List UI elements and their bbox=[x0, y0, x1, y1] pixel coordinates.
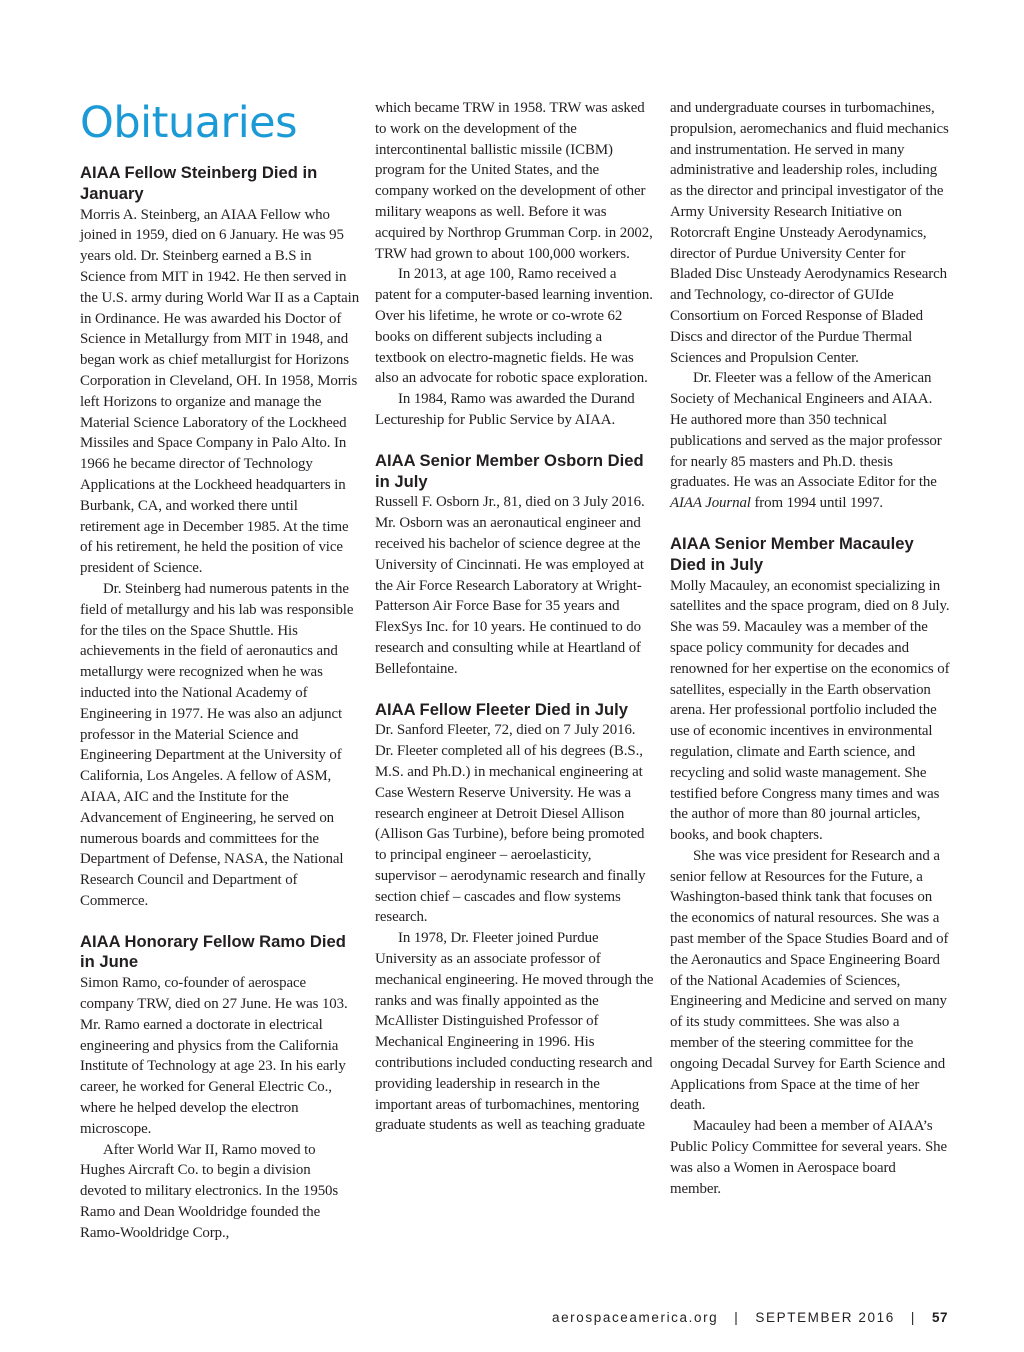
journal-title: AIAA Journal bbox=[670, 495, 751, 512]
column-1 bbox=[80, 98, 360, 1244]
fleeter-paragraph-3-end: from 1994 until 1997. bbox=[750, 495, 884, 512]
steinberg-paragraph-1: Morris A. Steinberg, an AIAA Fellow who joined in 1959, died on 6 January. He was 95 years old. Dr. Steinberg earned a B.S in Science from MIT in 1942. He then served in the U.S. army during World War II as a Captain in Ordinance. He was awarded his Doctor of Science in Metallurgy from MIT in 1948, and began work as chief metallurgist for Horizons Corporation in Cleveland, OH. In 1958, Morris left Horizons to organize and manage the Material Science Laboratory of the Lockheed Missiles and Space Company in Palo Alto. In 1966 he became director of Technology Applications at the Lockheed headquarters in Burbank, CA, and worked there until retirement age in December 1985. At the time of his retirement, he held the position of vice president of Science. bbox=[80, 206, 360, 577]
osborn-heading: AIAA Senior Member Osborn Died in July bbox=[375, 450, 644, 491]
ramo-paragraph-4: In 1984, Ramo was awarded the Durand Lectureship for Public Service by AIAA. bbox=[375, 391, 635, 428]
macauley-paragraph-3: Macauley had been a member of AIAA’s Public Policy Committee for several years. She was also a Women in Aerospace board member. bbox=[670, 1118, 948, 1197]
fleeter-paragraph-2b: and undergraduate courses in turbomachines, propulsion, aeromechanics and fluid mechanics and instrumentation. He served in many administrative and leadership roles, including as the director and principal investigator of the Army University Research Initiative on Rotorcraft Engine Unsteady Aerodynamics, director of Purdue University Center for Bladed Disc Unsteady Aerodynamics Research and Technology, co-director of GUIde Consortium on Forced Response of Bladed Discs and director of the Purdue Thermal Sciences and Propulsion Center. bbox=[670, 100, 949, 366]
steinberg-heading: AIAA Fellow Steinberg Died in January bbox=[80, 163, 318, 203]
ramo-heading: AIAA Honorary Fellow Ramo Died in June bbox=[80, 931, 346, 972]
page-title: Obituaries bbox=[80, 98, 298, 148]
steinberg-paragraph-2: Dr. Steinberg had numerous patents in the field of metallurgy and his lab was responsible for the tiles on the Space Shuttle. His achievements in the field of aeronautics and metallurgy were recognized when he was inducted into the National Academy of Engineering in 1977. He was also an adjunct professor in the Material Science and Engineering Department at the University of California, Los Angeles. A fellow of ASM, AIAA, AIC and the Institute for the Advancement of Engineering, he served on numerous boards and committees for the Department of Defense, NASA, the National Research Council and Department of Commerce. bbox=[80, 580, 354, 909]
osborn-paragraph-1: Russell F. Osborn Jr., 81, died on 3 July 2016. Mr. Osborn was an aeronautical engineer and received his bachelor of science degree at the University of Cincinnati. He was employed at the Air Force Research Laboratory at Wright-Patterson Air Force Base for 35 years and FlexSys Inc. for 10 years. He continued to do research and consulting while at Heartland of Bellefontaine. bbox=[375, 494, 645, 677]
ramo-paragraph-2a: After World War II, Ramo moved to Hughes Aircraft Co. to begin a division devoted to military electronics. In the 1950s Ramo and Dean Wooldridge founded the Ramo-Wooldridge Corp., bbox=[80, 1141, 339, 1241]
page-footer bbox=[0, 1310, 948, 1325]
fleeter-paragraph-3 bbox=[670, 368, 950, 514]
fleeter-paragraph-1: Dr. Sanford Fleeter, 72, died on 7 July 2016. Dr. Fleeter completed all of his degrees (B.S., M.S. and Ph.D.) in mechanical engineering at Case Western Reserve University. He was a research engineer at Detroit Diesel Allison (Allison Gas Turbine), before being promoted to principal engineer – aeroelasticity, supervisor – aerodynamic research and finally section chief – cascades and flow systems research. bbox=[375, 722, 646, 926]
footer-separator: | bbox=[910, 1310, 916, 1325]
fleeter-paragraph-2a: In 1978, Dr. Fleeter joined Purdue University as an associate professor of mechanical engineering. He moved through the ranks and was finally appointed as the McAllister Distinguished Professor of Mechanical Engineering in 1996. His contributions included conducting research and providing leadership in research in the important areas of turbomachines, mentoring graduate students as well as teaching graduate bbox=[375, 930, 654, 1134]
macauley-paragraph-2: She was vice president for Research and a senior fellow at Resources for the Future, a Washington-based think tank that focuses on the economics of natural resources. She was a past member of the Space Studies Board and of the Aeronautics and Space Engineering Board of the National Academies of Sciences, Engineering and Medicine and served on many of its study committees. She was also a member of the steering committee for the ongoing Decadal Survey for Earth Science and Applications from Space at the time of her death. bbox=[670, 847, 949, 1114]
fleeter-heading: AIAA Fellow Fleeter Died in July bbox=[375, 699, 628, 719]
column-3 bbox=[670, 98, 950, 1199]
ramo-paragraph-1: Simon Ramo, co-founder of aerospace company TRW, died on 27 June. He was 103. Mr. Ramo earned a doctorate in electrical engineering and physics from the California Institute of Technology at age 23. In his early career, he worked for General Electric Co., where he helped develop the electron microscope. bbox=[80, 975, 348, 1137]
page-number: 57 bbox=[931, 1310, 948, 1325]
footer-site: aerospaceamerica.org bbox=[551, 1310, 719, 1325]
macauley-paragraph-1: Molly Macauley, an economist specializing in satellites and the space program, died on 8 July. She was 59. Macauley was a member of the space policy community for decades and renowned for her expertise on the economics of satellites, especially in the Earth observation arena. Her professional portfolio included the use of economic incentives in environmental regulation, climate and Earth science, and recycling and solid waste management. She testified before Congress many times and was the author of more than 80 journal articles, books, and book chapters. bbox=[670, 577, 950, 844]
ramo-paragraph-2b: which became TRW in 1958. TRW was asked to work on the development of the intercontinental ballistic missile (ICBM) program for the United States, and the company worked on the development of other military weapons as well. Before it was acquired by Northrop Grumman Corp. in 2002, TRW had grown to about 100,000 workers. bbox=[375, 100, 653, 262]
ramo-paragraph-3: In 2013, at age 100, Ramo received a patent for a computer-based learning invention. Over his lifetime, he wrote or co-wrote 62 books on different subjects including a textbook on electro-magnetic fields. He was also an advocate for robotic space exploration. bbox=[375, 266, 653, 387]
footer-issue: SEPTEMBER 2016 bbox=[755, 1310, 895, 1325]
macauley-heading: AIAA Senior Member Macauley Died in July bbox=[670, 533, 914, 574]
footer-separator: | bbox=[734, 1310, 740, 1325]
fleeter-paragraph-3-text: Dr. Fleeter was a fellow of the American Society of Mechanical Engineers and AIAA. He authored more than 350 technical publications and served as the major professor for nearly 85 masters and Ph.D. thesis graduates. He was an Associate Editor for the bbox=[670, 370, 942, 491]
column-2 bbox=[375, 98, 655, 1136]
